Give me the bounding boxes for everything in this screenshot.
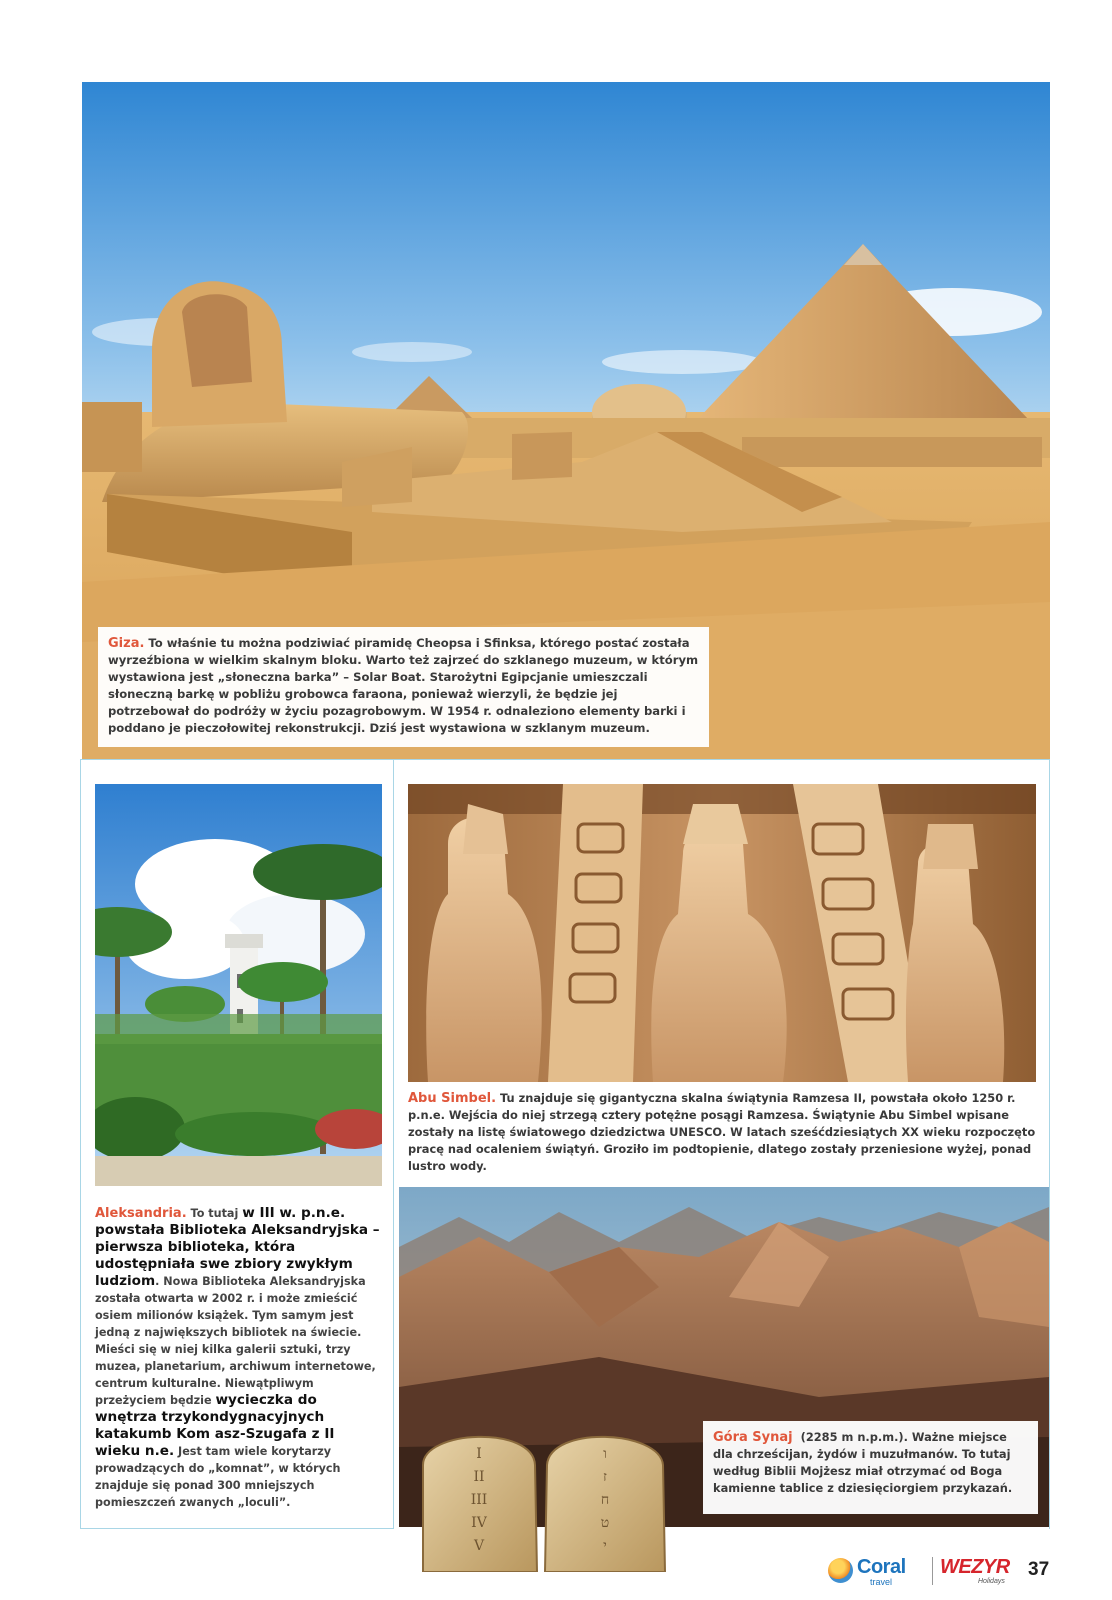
aleksandria-photo [95,784,382,1186]
abu-simbel-caption [408,1086,1036,1175]
sinai-title: Góra Synaj [713,1430,793,1445]
giza-title: Giza. [108,636,145,651]
aleksandria-intro: To tutaj [190,1207,239,1220]
aleksandria-body-library: . Nowa Biblioteka Aleksandryjska została otwarta w 2002 r. i może zmieścić osiem milionów książek. Tym samym jest jedną z największych bibliotek na świecie. Mieści się w niej kilka galerii sztuki, trzy muzea, planetarium, archiwum internetowe, centrum kulturalne. Niewątpliwym przeżyciem będzie [95,1275,376,1407]
wezyr-logo-text: WEZYR [940,1556,1010,1578]
tablet-left-numeral-3: III [470,1492,488,1508]
sinai-text: (2285 m n.p.m.). Ważne miejsce dla chrześcijan, żydów i muzułmanów. To tutaj według Biblii Mojżesz miał otrzymać od Boga kamienne tablice z dziesięciorgiem przykazań. [713,1430,1013,1495]
tablet-left-numeral-2: II [473,1469,485,1485]
frame-line-bottom [80,1528,394,1529]
coral-logo-text: Coral [857,1556,906,1578]
page-number: 37 [1028,1559,1050,1580]
tablet-left-numeral-1: I [476,1446,482,1462]
giza-caption [98,627,709,747]
frame-line-left [80,759,81,1529]
coral-logo-icon [828,1558,853,1583]
abu-simbel-photo [408,784,1036,1082]
tablet-right-letter-4: ט [600,1515,610,1531]
coral-logo-subtext: travel [870,1577,893,1587]
aleksandria-title: Aleksandria. [95,1206,187,1221]
abu-simbel-text: Tu znajduje się gigantyczna skalna świątynia Ramzesa II, powstała około 1250 r. p.n.e. Wejścia do niej strzegą cztery potężne posągi Ramzesa. Świątynie Abu Simbel wpisane zostały na listę światowego dziedzictwa UNESCO. W latach sześćdziesiątych XX wieku rozpoczęto pracę nad ocaleniem świątyń. Groziło im podtopienie, dlatego zostały przeniesione wyżej, ponad lustro wody. [408,1091,1036,1173]
giza-text: To właśnie tu można podziwiać piramidę Cheopsa i Sfinksa, którego postać została wyrzeźbiona w wielkim skalnym bloku. Warto też zajrzeć do szklanego muzeum, w którym wystawiona jest „słoneczna barka” – Solar Boat. Starożytni Egipcjanie umieszczali słoneczną barkę w pobliżu grobowca faraona, ponieważ wierzyli, że będzie jej potrzebował do podróży w życiu pozagrobowym. W 1954 r. odnaleziono elementy barki i poddano je pieczołowitej rekonstrukcji. Dziś jest wystawiona w szklanym muzeum. [108,636,699,735]
tablet-right-letter-5: י [603,1538,607,1554]
logo-divider [932,1557,933,1585]
tablet-right-letter-1: ו [603,1446,607,1462]
frame-line-right [1049,759,1050,1529]
tablet-right-letter-2: ז [603,1469,607,1485]
aleksandria-highlight-library: w III w. p.n.e. powstała Biblioteka Aleksandryjska – pierwsza biblioteka, która udostępniała swe zbiory zwykłym ludziom [95,1205,380,1289]
aleksandria-body-catacombs: Jest tam wiele korytarzy prowadzących do „komnat”, w których znajduje się ponad 300 mniejszych pomieszczeń zwanych „loculi”. [95,1445,341,1509]
tablet-left-numeral-4: IV [471,1515,487,1531]
tablet-right-letter-3: ח [600,1492,610,1508]
abu-simbel-title: Abu Simbel. [408,1091,497,1106]
commandment-tablets-illustration [415,1420,673,1572]
frame-line-mid-vertical [393,759,394,1529]
sinai-caption [703,1421,1038,1514]
footer-logos [828,1555,1008,1591]
aleksandria-highlight-catacombs: wycieczka do wnętrza trzykondygnacyjnych katakumb Kom asz-Szugafa z II wieku n.e. [95,1392,335,1459]
aleksandria-text [95,1205,382,1511]
wezyr-logo-subtext: Holidays [978,1578,1005,1585]
frame-line-top [80,759,1050,760]
tablet-left-numeral-5: V [473,1538,485,1554]
